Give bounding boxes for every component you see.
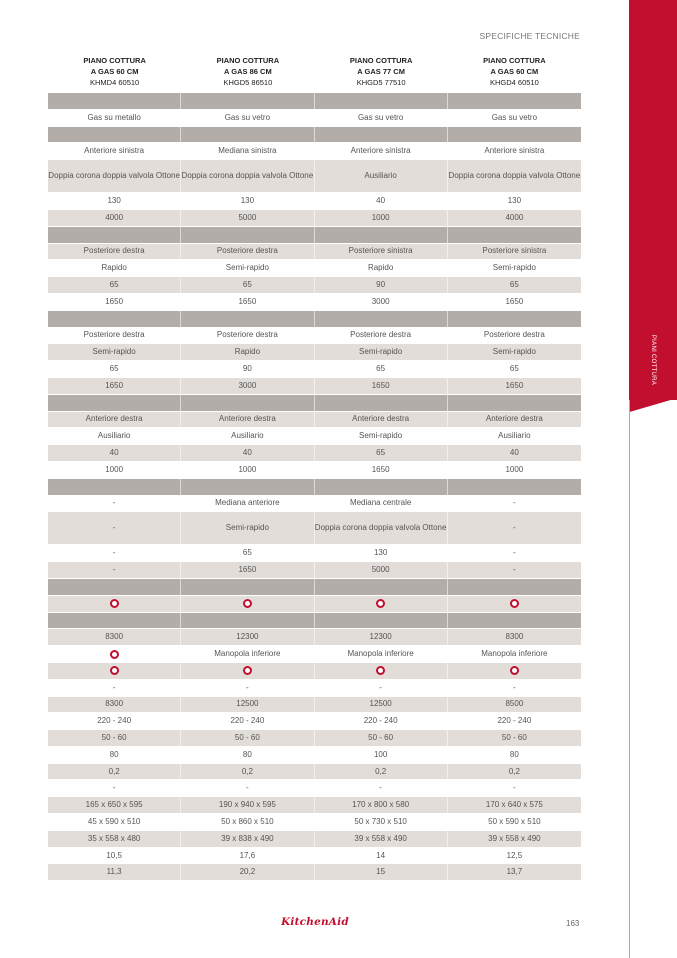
table-cell bbox=[448, 127, 581, 143]
table-cell: Doppia corona doppia valvola Ottone bbox=[181, 160, 314, 192]
table-cell: Doppia corona doppia valvola Ottone bbox=[48, 160, 181, 192]
red-ring-icon bbox=[376, 666, 385, 675]
table-cell: - bbox=[48, 512, 181, 544]
table-cell: 8300 bbox=[48, 697, 181, 713]
table-cell: 65 bbox=[315, 445, 448, 461]
side-tab-label: PIANI COTTURA bbox=[650, 334, 656, 386]
table-cell: 20,2 bbox=[181, 864, 314, 880]
table-row bbox=[48, 361, 581, 378]
table-cell: Doppia corona doppia valvola Ottone bbox=[448, 171, 581, 181]
table-cell: 1650 bbox=[505, 380, 524, 390]
table-cell: 40 bbox=[315, 193, 448, 209]
table-cell: 1650 bbox=[505, 296, 524, 306]
column-title-line1: PIANO COTTURA bbox=[216, 56, 280, 65]
table-row bbox=[48, 512, 581, 545]
table-row bbox=[48, 428, 581, 445]
table-cell: Posteriore sinistra bbox=[315, 244, 448, 260]
table-cell: 170 x 800 x 580 bbox=[315, 797, 448, 813]
table-cell bbox=[315, 395, 448, 411]
table-cell: Mediana sinistra bbox=[181, 143, 314, 159]
table-row bbox=[48, 160, 581, 193]
column-title-line2: A GAS 60 CM bbox=[490, 67, 539, 76]
table-row bbox=[48, 747, 581, 764]
table-cell: Ausiliario bbox=[48, 428, 181, 444]
table-cell: Anteriore sinistra bbox=[48, 143, 181, 159]
kitchenaid-logo: KitchenAid bbox=[281, 916, 349, 928]
table-cell bbox=[181, 227, 314, 243]
table-cell: 4000 bbox=[505, 212, 524, 222]
table-cell: Posteriore destra bbox=[181, 244, 314, 260]
table-cell: - bbox=[315, 780, 448, 796]
table-row bbox=[48, 646, 581, 663]
table-cell: 0,2 bbox=[48, 764, 181, 780]
side-tab-notch bbox=[629, 398, 677, 412]
table-cell: 190 x 940 x 595 bbox=[181, 797, 314, 813]
table-cell: 10,5 bbox=[48, 848, 181, 864]
section-separator-row bbox=[48, 127, 581, 144]
table-cell bbox=[448, 663, 581, 679]
table-cell: - bbox=[48, 680, 181, 696]
table-cell: 1000 bbox=[48, 462, 181, 478]
section-separator-row bbox=[48, 311, 581, 328]
table-cell: 40 bbox=[509, 448, 519, 458]
table-cell bbox=[448, 613, 581, 629]
column-model: KHGD4 60510 bbox=[489, 78, 539, 87]
table-cell: 1650 bbox=[48, 378, 181, 394]
table-cell: - bbox=[513, 548, 516, 558]
red-ring-icon bbox=[110, 650, 119, 659]
red-ring-icon bbox=[243, 599, 252, 608]
table-cell bbox=[448, 596, 581, 612]
table-cell: Gas su vetro bbox=[315, 110, 448, 126]
table-cell: Ausiliario bbox=[315, 160, 448, 192]
table-cell: 13,7 bbox=[506, 867, 523, 877]
table-body bbox=[48, 93, 581, 881]
column-title-line2: A GAS 77 CM bbox=[357, 67, 405, 76]
table-cell: Anteriore sinistra bbox=[484, 146, 545, 156]
table-cell: 0,2 bbox=[315, 764, 448, 780]
table-cell: 11,3 bbox=[48, 864, 181, 880]
red-ring-icon bbox=[376, 599, 385, 608]
column-title-line1: PIANO COTTURA bbox=[483, 56, 546, 65]
table-cell bbox=[48, 127, 181, 143]
table-cell: Posteriore destra bbox=[48, 328, 181, 344]
column-model: KHMD4 60510 bbox=[90, 78, 140, 87]
red-ring-icon bbox=[243, 666, 252, 675]
table-row bbox=[48, 848, 581, 865]
table-row bbox=[48, 462, 581, 479]
table-cell: 1650 bbox=[48, 294, 181, 310]
table-cell: 90 bbox=[315, 277, 448, 293]
table-cell: Gas su metallo bbox=[48, 110, 181, 126]
table-cell: 39 x 558 x 490 bbox=[315, 831, 448, 847]
table-row bbox=[48, 864, 581, 881]
table-cell: 50 - 60 bbox=[501, 732, 527, 742]
table-cell: 65 bbox=[181, 277, 314, 293]
table-cell: 130 bbox=[181, 193, 314, 209]
table-cell: Rapido bbox=[315, 260, 448, 276]
table-cell: 1000 bbox=[315, 210, 448, 226]
column-title-line2: A GAS 60 CM bbox=[90, 67, 139, 76]
table-cell: Posteriore destra bbox=[181, 328, 314, 344]
table-cell: - bbox=[48, 562, 181, 578]
table-cell: 65 bbox=[509, 364, 519, 374]
column-title-line2: A GAS 86 CM bbox=[224, 67, 272, 76]
table-cell: - bbox=[513, 682, 516, 692]
table-cell: 50 x 590 x 510 bbox=[488, 816, 541, 826]
table-cell: 17,6 bbox=[181, 848, 314, 864]
table-cell: - bbox=[513, 783, 516, 793]
table-cell: - bbox=[181, 680, 314, 696]
table-cell: 130 bbox=[48, 193, 181, 209]
table-cell bbox=[315, 596, 448, 612]
table-cell bbox=[181, 479, 314, 495]
table-cell: 40 bbox=[48, 445, 181, 461]
table-cell: 8500 bbox=[505, 699, 524, 709]
table-cell: 50 x 730 x 510 bbox=[315, 814, 448, 830]
table-cell: 5000 bbox=[315, 562, 448, 578]
table-cell: 40 bbox=[181, 445, 314, 461]
table-cell: Semi-rapido bbox=[492, 263, 536, 273]
table-cell: 65 bbox=[48, 277, 181, 293]
table-cell: Anteriore sinistra bbox=[315, 143, 448, 159]
table-cell: 50 x 860 x 510 bbox=[181, 814, 314, 830]
table-row bbox=[48, 328, 581, 345]
table-cell: 39 x 838 x 490 bbox=[181, 831, 314, 847]
table-cell bbox=[48, 227, 181, 243]
table-row bbox=[48, 412, 581, 429]
table-cell: - bbox=[48, 496, 181, 512]
table-cell bbox=[181, 663, 314, 679]
table-cell bbox=[48, 479, 181, 495]
column-title-line1: PIANO COTTURA bbox=[349, 56, 413, 65]
table-cell bbox=[315, 663, 448, 679]
table-cell: - bbox=[181, 780, 314, 796]
section-separator-row bbox=[48, 579, 581, 596]
table-cell: 65 bbox=[315, 361, 448, 377]
red-ring-icon bbox=[510, 599, 519, 608]
section-separator-row bbox=[48, 93, 581, 110]
table-cell: 80 bbox=[181, 747, 314, 763]
table-cell bbox=[181, 613, 314, 629]
table-cell: 165 x 650 x 595 bbox=[48, 797, 181, 813]
table-cell: 3000 bbox=[181, 378, 314, 394]
table-cell: 1650 bbox=[315, 462, 448, 478]
table-row bbox=[48, 764, 581, 781]
table-row bbox=[48, 110, 581, 127]
table-cell bbox=[48, 311, 181, 327]
table-cell: Ausiliario bbox=[181, 428, 314, 444]
table-header-row bbox=[48, 55, 581, 93]
table-row bbox=[48, 294, 581, 311]
table-cell: 80 bbox=[509, 749, 519, 759]
table-cell: 39 x 558 x 490 bbox=[488, 833, 541, 843]
table-row bbox=[48, 780, 581, 797]
side-divider-line bbox=[629, 400, 630, 958]
red-ring-icon bbox=[110, 666, 119, 675]
table-cell: Semi-rapido bbox=[315, 344, 448, 360]
table-cell bbox=[48, 93, 181, 109]
section-separator-row bbox=[48, 479, 581, 496]
table-cell: 90 bbox=[181, 361, 314, 377]
table-cell: 130 bbox=[507, 196, 522, 206]
table-row bbox=[48, 730, 581, 747]
table-cell: Posteriore destra bbox=[315, 328, 448, 344]
table-cell: 12,5 bbox=[506, 850, 523, 860]
column-model: KHGD5 77510 bbox=[356, 78, 406, 87]
table-cell bbox=[315, 93, 448, 109]
table-cell bbox=[48, 646, 181, 662]
table-cell: Manopola inferiore bbox=[481, 649, 548, 658]
table-cell: 50 - 60 bbox=[181, 730, 314, 746]
table-cell: 220 - 240 bbox=[181, 713, 314, 729]
table-cell: 35 x 558 x 480 bbox=[48, 831, 181, 847]
table-cell: Gas su vetro bbox=[181, 110, 314, 126]
table-cell: 170 x 640 x 575 bbox=[485, 800, 543, 810]
table-cell bbox=[48, 663, 181, 679]
table-cell: Anteriore destra bbox=[48, 412, 181, 428]
table-cell: 4000 bbox=[48, 210, 181, 226]
section-separator-row bbox=[48, 613, 581, 630]
table-cell: - bbox=[513, 498, 516, 508]
table-cell: 15 bbox=[315, 864, 448, 880]
table-row bbox=[48, 193, 581, 210]
table-row bbox=[48, 260, 581, 277]
column-header bbox=[448, 55, 581, 93]
table-cell: Anteriore destra bbox=[485, 414, 543, 424]
column-header bbox=[48, 55, 181, 93]
table-cell: 0,2 bbox=[508, 766, 520, 776]
table-cell bbox=[448, 93, 581, 109]
table-row bbox=[48, 596, 581, 613]
section-separator-row bbox=[48, 227, 581, 244]
table-cell: Anteriore destra bbox=[181, 412, 314, 428]
table-row bbox=[48, 697, 581, 714]
table-cell: Semi-rapido bbox=[492, 347, 536, 357]
table-row bbox=[48, 277, 581, 294]
table-cell bbox=[315, 311, 448, 327]
table-row bbox=[48, 378, 581, 395]
table-cell: - bbox=[48, 545, 181, 561]
table-cell: - bbox=[315, 680, 448, 696]
column-title-line1: PIANO COTTURA bbox=[83, 56, 146, 65]
table-cell: Rapido bbox=[48, 260, 181, 276]
table-cell: 220 - 240 bbox=[315, 713, 448, 729]
table-cell: 65 bbox=[181, 545, 314, 561]
table-cell: 100 bbox=[315, 747, 448, 763]
table-row bbox=[48, 545, 581, 562]
table-cell bbox=[315, 479, 448, 495]
table-row bbox=[48, 680, 581, 697]
table-cell: Semi-rapido bbox=[315, 428, 448, 444]
red-ring-icon bbox=[510, 666, 519, 675]
table-cell bbox=[448, 579, 581, 595]
table-cell: 65 bbox=[48, 361, 181, 377]
table-cell bbox=[315, 227, 448, 243]
table-cell: Mediana centrale bbox=[315, 496, 448, 512]
table-cell: 0,2 bbox=[181, 764, 314, 780]
column-header bbox=[181, 55, 314, 93]
table-cell: - bbox=[48, 780, 181, 796]
table-cell bbox=[315, 613, 448, 629]
table-cell bbox=[315, 579, 448, 595]
table-cell: 45 x 590 x 510 bbox=[48, 814, 181, 830]
page-section-title: SPECIFICHE TECNICHE bbox=[479, 31, 580, 41]
table-cell: 1000 bbox=[505, 464, 524, 474]
table-cell: 50 - 60 bbox=[48, 730, 181, 746]
table-cell: 1650 bbox=[315, 378, 448, 394]
table-cell: 12500 bbox=[315, 697, 448, 713]
table-cell bbox=[181, 596, 314, 612]
table-cell bbox=[181, 93, 314, 109]
table-cell: 1650 bbox=[181, 562, 314, 578]
column-model: KHGD5 86510 bbox=[223, 78, 273, 87]
page-number: 163 bbox=[566, 919, 580, 928]
table-cell bbox=[48, 596, 181, 612]
table-row bbox=[48, 562, 581, 579]
table-cell bbox=[448, 311, 581, 327]
table-row bbox=[48, 629, 581, 646]
table-cell: 5000 bbox=[181, 210, 314, 226]
table-cell: Gas su vetro bbox=[491, 112, 538, 122]
table-cell: - bbox=[513, 565, 516, 575]
table-cell: 12300 bbox=[181, 629, 314, 645]
table-cell bbox=[48, 613, 181, 629]
table-cell: Semi-rapido bbox=[181, 512, 314, 544]
table-cell: 1650 bbox=[181, 294, 314, 310]
red-ring-icon bbox=[110, 599, 119, 608]
table-cell: Posteriore destra bbox=[483, 330, 545, 340]
table-cell: Mediana anteriore bbox=[181, 496, 314, 512]
table-cell bbox=[181, 395, 314, 411]
table-cell: 8300 bbox=[48, 629, 181, 645]
column-header bbox=[315, 55, 448, 93]
table-cell bbox=[181, 311, 314, 327]
table-cell: 65 bbox=[509, 280, 519, 290]
table-cell: Anteriore destra bbox=[315, 412, 448, 428]
table-row bbox=[48, 244, 581, 261]
table-row bbox=[48, 713, 581, 730]
table-cell: 220 - 240 bbox=[497, 716, 532, 726]
table-row bbox=[48, 344, 581, 361]
table-cell: 80 bbox=[48, 747, 181, 763]
table-cell: 220 - 240 bbox=[48, 713, 181, 729]
table-cell bbox=[448, 395, 581, 411]
table-row bbox=[48, 797, 581, 814]
table-cell: Semi-rapido bbox=[48, 344, 181, 360]
table-row bbox=[48, 210, 581, 227]
table-cell: Semi-rapido bbox=[181, 260, 314, 276]
table-cell: 14 bbox=[315, 848, 448, 864]
table-cell: - bbox=[513, 523, 516, 533]
spec-table bbox=[48, 55, 581, 881]
table-cell: 12300 bbox=[315, 629, 448, 645]
table-cell bbox=[448, 479, 581, 495]
table-row bbox=[48, 663, 581, 680]
table-row bbox=[48, 831, 581, 848]
table-cell bbox=[315, 127, 448, 143]
table-cell: 1000 bbox=[181, 462, 314, 478]
table-cell: Ausiliario bbox=[498, 431, 531, 441]
table-cell bbox=[48, 395, 181, 411]
table-cell bbox=[448, 227, 581, 243]
table-cell: 8300 bbox=[505, 632, 524, 642]
table-cell bbox=[181, 127, 314, 143]
table-cell: 3000 bbox=[315, 294, 448, 310]
table-cell: Manopola inferiore bbox=[315, 646, 448, 662]
table-cell: 50 - 60 bbox=[315, 730, 448, 746]
table-cell bbox=[48, 579, 181, 595]
table-row bbox=[48, 496, 581, 513]
table-cell bbox=[181, 579, 314, 595]
table-row bbox=[48, 814, 581, 831]
table-cell: Doppia corona doppia valvola Ottone bbox=[315, 512, 448, 544]
table-cell: Posteriore destra bbox=[48, 244, 181, 260]
table-cell: 12500 bbox=[181, 697, 314, 713]
table-row bbox=[48, 445, 581, 462]
table-cell: Rapido bbox=[181, 344, 314, 360]
table-row bbox=[48, 143, 581, 160]
table-cell: Manopola inferiore bbox=[181, 646, 314, 662]
section-separator-row bbox=[48, 395, 581, 412]
side-tab-label-wrap bbox=[629, 320, 677, 400]
table-cell: 130 bbox=[315, 545, 448, 561]
table-cell: Posteriore sinistra bbox=[482, 246, 547, 256]
